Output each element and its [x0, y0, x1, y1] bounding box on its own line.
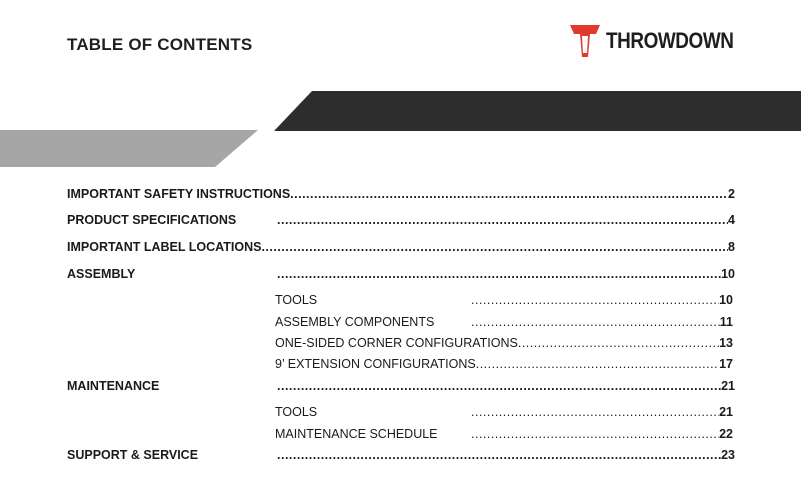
- leader-dots: [277, 213, 728, 227]
- leader-dots: [471, 315, 720, 329]
- toc-entry-maintenance-tools[interactable]: [471, 405, 733, 421]
- toc-entry-specs[interactable]: [277, 213, 735, 229]
- toc-page-number: 8: [728, 240, 735, 254]
- leader-dots: [471, 405, 719, 419]
- toc-label-assembly[interactable]: ASSEMBLY: [67, 267, 136, 281]
- logo-text: THROWDOWN: [606, 28, 734, 53]
- toc-label: IMPORTANT SAFETY INSTRUCTIONS: [67, 187, 291, 201]
- throwdown-logo: [570, 24, 754, 58]
- toc-page-number: 21: [721, 379, 735, 393]
- toc-page-number: 21: [719, 405, 733, 419]
- toc-page-number: 22: [719, 427, 733, 441]
- toc-page-number: 2: [728, 187, 735, 201]
- leader-dots: [471, 427, 719, 441]
- grey-header-band: [0, 130, 801, 167]
- toc-page-number: 13: [719, 336, 733, 350]
- toc-entry-safety[interactable]: [67, 187, 735, 203]
- toc-entry-labels[interactable]: [67, 240, 735, 256]
- toc-entry-schedule[interactable]: [471, 427, 733, 443]
- toc-label-schedule[interactable]: MAINTENANCE SCHEDULE: [275, 427, 438, 441]
- toc-label-specs[interactable]: PRODUCT SPECIFICATIONS: [67, 213, 237, 227]
- page-title: TABLE OF CONTENTS: [67, 35, 253, 54]
- toc-label: 9’ EXTENSION CONFIGURATIONS: [275, 357, 476, 371]
- toc-label-support[interactable]: SUPPORT & SERVICE: [67, 448, 199, 462]
- leader-dots: [277, 448, 721, 462]
- throwdown-logo-icon: [570, 25, 600, 57]
- toc-entry-extension[interactable]: [275, 357, 733, 373]
- leader-dots: [277, 267, 721, 281]
- toc-label-assembly-components[interactable]: ASSEMBLY COMPONENTS: [275, 315, 435, 329]
- leader-dots: [471, 293, 719, 307]
- toc-label: ONE-SIDED CORNER CONFIGURATIONS: [275, 336, 518, 350]
- toc-page-number: 10: [721, 267, 735, 281]
- toc-entry-maintenance[interactable]: [277, 379, 735, 395]
- toc-page-number: 23: [721, 448, 735, 462]
- dark-header-band: [0, 91, 801, 131]
- toc-label-maintenance[interactable]: MAINTENANCE: [67, 379, 160, 393]
- leader-dots: [290, 187, 728, 201]
- toc-entry-assembly-components[interactable]: [471, 315, 733, 331]
- toc-page-number: 17: [719, 357, 733, 371]
- leader-dots: [476, 357, 719, 371]
- toc-page-number: 10: [719, 293, 733, 307]
- toc-page-number: 4: [728, 213, 735, 227]
- toc-entry-one-sided[interactable]: [275, 336, 733, 352]
- leader-dots: [277, 379, 721, 393]
- toc-entry-assembly[interactable]: [277, 267, 735, 283]
- toc-entry-assembly-tools[interactable]: [471, 293, 733, 309]
- toc-label: IMPORTANT LABEL LOCATIONS: [67, 240, 262, 254]
- leader-dots: [261, 240, 728, 254]
- toc-label-maintenance-tools[interactable]: TOOLS: [275, 405, 318, 419]
- toc-entry-support[interactable]: [277, 448, 735, 464]
- toc-label-assembly-tools[interactable]: TOOLS: [275, 293, 318, 307]
- toc-page-number: 11: [719, 315, 733, 329]
- leader-dots: [518, 336, 719, 350]
